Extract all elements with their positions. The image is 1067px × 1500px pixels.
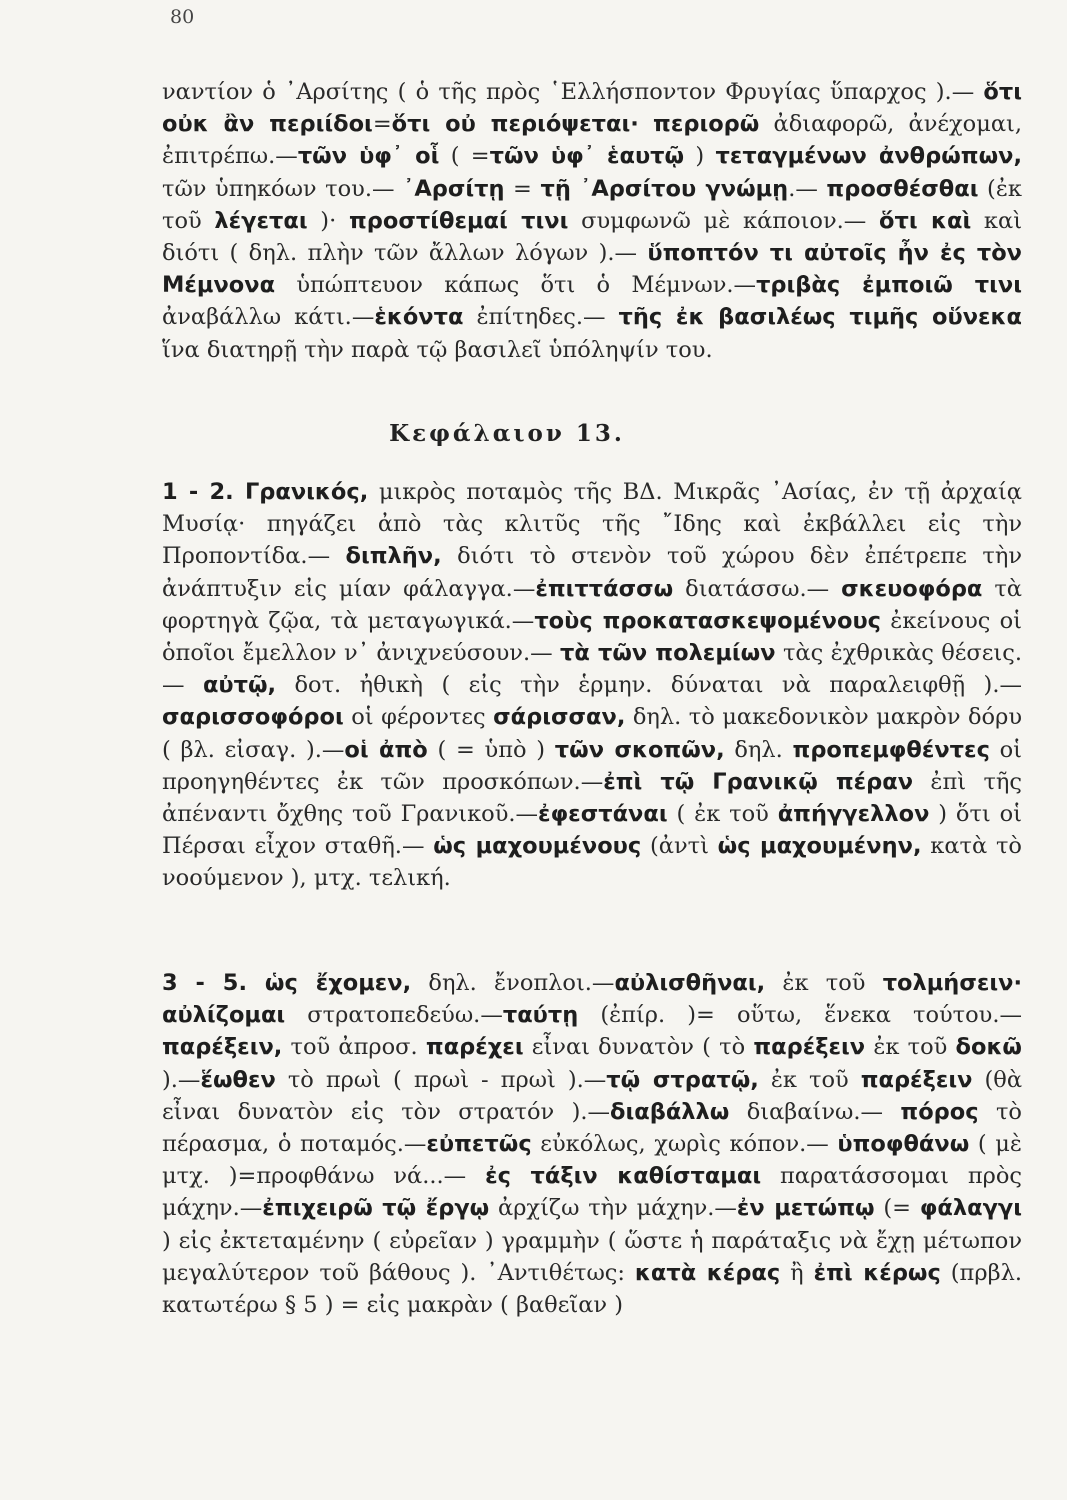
gloss-text: ἀδιαφορῶ, ἀνέχομαι, ἐπιτρέπω.—: [162, 111, 1023, 170]
headword-term: 3 - 5. ὡς ἔχομεν,: [162, 970, 412, 996]
headword-term: τῶν σκοπῶν,: [554, 736, 725, 763]
gloss-text: δηλ. τὸ μακεδονικὸν μακρὸν δόρυ ( βλ. εἰσαγ. ).—: [162, 704, 1022, 763]
headword-term: ἐφεστάναι: [538, 801, 668, 828]
headword-term: τοὺς προκατασκεψομένους: [534, 607, 881, 634]
gloss-text: τὸ πέρασμα, ὁ ποταμός.—: [162, 1098, 1022, 1158]
headword-term: προστίθεμαί τινι: [348, 207, 569, 234]
gloss-text: ( ἐκ τοῦ: [667, 801, 778, 828]
gloss-text: διατάσσω.—: [673, 575, 842, 602]
gloss-text: τὰς ἐχθρικὰς θέσεις.—: [162, 640, 1023, 699]
gloss-text: καὶ διότι ( δηλ. πλὴν τῶν ἄλλων λόγων ).—: [162, 207, 1023, 267]
gloss-text: ναντίον ὁ ᾿Αρσίτης ( ὁ τῆς πρὸς ῾Ελλήσποντον Φρυγίας ὕπαρχος ).—: [162, 79, 984, 105]
gloss-text: ( μὲ μτχ. )=προφθάνω νά...—: [162, 1131, 1022, 1190]
headword-term: ἐπιχειρῶ τῷ ἔργῳ: [262, 1195, 490, 1222]
headword-term: ὑποφθάνω: [837, 1131, 970, 1158]
headword-term: αὐτῷ,: [202, 672, 277, 699]
gloss-text: =: [504, 175, 541, 202]
headword-term: οἱ ἀπὸ: [344, 736, 428, 763]
paragraph-section-1-2: [162, 476, 1022, 895]
headword-term: διαβάλλω: [610, 1098, 730, 1125]
headword-term: ὡς μαχουμένην,: [717, 833, 922, 860]
gloss-text: ) εἰς ἐκτεταμένην ( εὐρεῖαν ) γραμμὴν ( ὥστε ἡ παράταξις νὰ ἔχῃ μέτωπον μεγαλύτερον τοῦ βάθους ). ᾿Αντιθέτως:: [162, 1227, 1022, 1286]
gloss-text: =: [372, 111, 392, 138]
gloss-text: εἶναι δυνατὸν ( τὸ: [523, 1034, 754, 1061]
chapter-heading: Κεφάλαιον 13.: [389, 420, 625, 447]
gloss-text: (πρβλ. κατωτέρω § 5 ) = εἰς μακρὰν ( βαθεῖαν ): [162, 1259, 1022, 1319]
gloss-text: διαβαίνω.—: [729, 1098, 901, 1125]
headword-term: παρέξειν,: [162, 1034, 283, 1061]
paragraph-commentary-12: [162, 76, 1022, 366]
gloss-text: τοῦ ἀπροσ.: [282, 1034, 426, 1061]
gloss-text: διότι τὸ στενὸν τοῦ χώρου δὲν ἐπέτρεπε τὴν ἀνάπτυξιν εἰς μίαν φάλαγγα.—: [162, 543, 1022, 602]
headword-term: σάρισσαν,: [493, 704, 626, 731]
gloss-text: (ἐπίρ. )= οὕτω, ἕνεκα τούτου.—: [578, 1002, 1022, 1029]
gloss-text: [639, 111, 653, 137]
headword-term: τῶν ὑφ᾿ οἷ: [297, 143, 440, 170]
headword-term: τεταγμένων ἀνθρώπων,: [715, 143, 1023, 170]
gloss-text: δηλ.: [724, 736, 793, 763]
gloss-text: ὑπώπτευον κάπως ὅτι ὁ Μέμνων.—: [275, 272, 757, 299]
headword-term: τὰ τῶν πολεμίων: [560, 640, 776, 667]
headword-term: κατὰ κέρας: [634, 1259, 781, 1286]
gloss-text: ἀρχίζω τὴν μάχην.—: [489, 1195, 737, 1222]
headword-term: ἀπήγγελλον: [777, 801, 930, 828]
gloss-text: (ἐκ τοῦ: [162, 175, 1022, 234]
headword-term: ὅτι οὐκ ἂν περιίδοι: [162, 79, 1022, 138]
gloss-text: στρατοπεδεύω.—: [285, 1002, 503, 1029]
headword-term: ταύτῃ: [502, 1002, 579, 1029]
gloss-text: ( =: [439, 143, 490, 170]
gloss-text: ἀναβάλλω κάτι.—: [162, 304, 375, 331]
page-number: 80: [170, 6, 195, 28]
gloss-text: ἐπίτηδες.—: [463, 304, 619, 331]
headword-term: διπλῆν,: [345, 543, 442, 570]
headword-term: ὡς μαχουμένους: [433, 833, 642, 860]
headword-term: τολμήσειν· αὐλίζομαι: [162, 970, 1023, 1029]
gloss-text: τῶν ὑπηκόων του.—: [162, 175, 404, 202]
headword-term: ὅτι οὐ περιόψεται·: [391, 111, 639, 138]
paragraph-section-3-5: [162, 967, 1022, 1321]
headword-term: ἐς τάξιν καθίσταμαι: [485, 1163, 762, 1190]
headword-term: σκευοφόρα: [841, 575, 983, 602]
headword-term: ἐπὶ κέρως: [813, 1259, 941, 1286]
gloss-text: (=: [874, 1195, 920, 1222]
gloss-text: ἐπὶ τῆς ἀπέναντι ὄχθης τοῦ Γρανικοῦ.—: [162, 768, 1022, 828]
headword-term: ὅτι καὶ: [879, 207, 972, 234]
gloss-text: ἢ: [780, 1259, 814, 1286]
headword-term: παρέξειν: [753, 1034, 866, 1061]
headword-term: περιορῶ: [653, 111, 760, 138]
gloss-text: ( = ὑπὸ ): [427, 736, 555, 763]
headword-term: προσθέσθαι: [826, 175, 979, 202]
gloss-text: )·: [307, 207, 349, 234]
gloss-text: οἱ φέροντες: [343, 704, 494, 731]
gloss-text: ἐκ τοῦ: [765, 970, 883, 996]
headword-term: σαρισσοφόροι: [162, 704, 344, 731]
headword-term: ἐπὶ τῷ Γρανικῷ πέραν: [603, 768, 914, 795]
headword-term: προπεμφθέντες: [792, 736, 990, 763]
gloss-text: τὰ φορτηγὰ ζῷα, τὰ μεταγωγικά.—: [162, 575, 1023, 634]
gloss-text: κατὰ τὸ νοούμενον ), μτχ. τελική.: [162, 833, 1022, 892]
headword-term: παρέξειν: [860, 1066, 973, 1093]
headword-term: αὐλισθῆναι,: [614, 970, 766, 996]
headword-term: παρέχει: [425, 1034, 524, 1061]
gloss-text: μικρὸς ποταμὸς τῆς ΒΔ. Μικρᾶς ᾿Ασίας, ἐν τῇ ἀρχαίᾳ Μυσίᾳ· πηγάζει ἀπὸ τὰς κλιτῦς τῆς ῎Ιδης καὶ ἐκβάλλει εἰς τὴν Προποντίδα.—: [162, 479, 1022, 570]
headword-term: ᾿Αρσίτῃ: [403, 175, 505, 202]
headword-term: τῆς ἐκ βασιλέως τιμῆς οὕνεκα: [618, 304, 1022, 331]
gloss-text: δοτ. ἠθικὴ ( εἰς τὴν ἑρμην. δύναται νὰ παραλειφθῇ ).—: [276, 672, 1022, 699]
headword-term: ἑκόντα: [374, 304, 464, 331]
gloss-text: εὐκόλως, χωρὶς κόπον.—: [531, 1131, 838, 1158]
gloss-text: ἵνα διατηρῇ τὴν παρὰ τῷ βασιλεῖ ὑπόληψίν του.: [162, 336, 713, 363]
gloss-text: τὸ πρωὶ ( πρωὶ - πρωὶ ).—: [275, 1066, 607, 1093]
gloss-text: συμφωνῶ μὲ κάποιον.—: [568, 207, 880, 234]
headword-term: τῷ στρατῷ,: [606, 1066, 759, 1093]
headword-term: ἐπιττάσσω: [535, 575, 674, 602]
headword-term: 1 - 2. Γρανικός,: [162, 479, 369, 505]
gloss-text: ἐκ τοῦ: [758, 1066, 861, 1093]
headword-term: λέγεται: [214, 207, 308, 234]
headword-term: πόρος: [900, 1098, 979, 1125]
gloss-text: ).—: [162, 1066, 201, 1093]
gloss-text: (ἀντὶ: [641, 833, 718, 860]
headword-term: τῇ ᾿Αρσίτου γνώμῃ: [540, 175, 789, 202]
headword-term: ἐν μετώπῳ: [736, 1195, 875, 1222]
gloss-text: .—: [788, 175, 827, 202]
headword-term: ὕποπτόν τι αὐτοῖς ἦν ἐς τὸν Μέμνονα: [162, 240, 1022, 299]
gloss-text: (θὰ εἶναι δυνατὸν εἰς τὸν στρατόν ).—: [162, 1066, 1023, 1125]
headword-term: ἕωθεν: [200, 1066, 276, 1093]
headword-term: φάλαγγι: [919, 1195, 1023, 1222]
gloss-text: οἱ προηγηθέντες ἐκ τῶν προσκόπων.—: [162, 736, 1022, 795]
gloss-text: δηλ. ἔνοπλοι.—: [411, 970, 615, 996]
gloss-text: ): [684, 143, 716, 170]
headword-term: δοκῶ: [955, 1034, 1022, 1061]
gloss-text: παρατάσσομαι πρὸς μάχην.—: [162, 1163, 1022, 1222]
headword-term: τῶν ὑφ᾿ ἑαυτῷ: [489, 143, 685, 170]
gloss-text: ἐκείνους οἱ ὁποῖοι ἔμελλον ν᾿ ἀνιχνεύσουν.—: [162, 607, 1022, 667]
gloss-text: ) ὅτι οἱ Πέρσαι εἶχον σταθῆ.—: [162, 801, 1022, 860]
gloss-text: ἐκ τοῦ: [865, 1034, 956, 1061]
headword-term: εὐπετῶς: [426, 1131, 532, 1158]
headword-term: τριβὰς ἐμποιῶ τινι: [756, 272, 1022, 299]
